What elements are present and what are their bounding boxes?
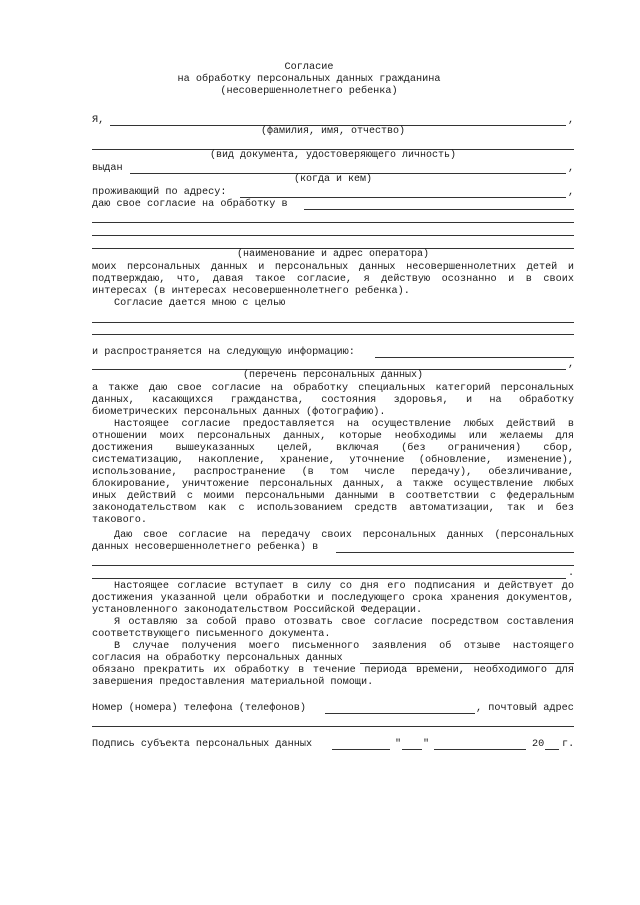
paragraph-2: а также даю свое согласие на обработку специальных категорий персональных данных, касающихся гражданства, состояния здоровья, и на обработку биометрических персональных данных (фотографию).: [92, 383, 574, 418]
postal-label: , почтовый адрес: [476, 703, 574, 714]
transfer-input-line-2[interactable]: [92, 565, 574, 566]
consent-label: даю свое согласие на обработку в: [92, 199, 288, 210]
name-comma: ,: [568, 115, 575, 126]
transfer-input-line-1[interactable]: [336, 552, 574, 553]
transfer-input-line-3[interactable]: [92, 578, 566, 579]
purpose-input-line-2[interactable]: [92, 334, 574, 335]
postal-input-line[interactable]: [92, 726, 574, 727]
address-label: проживающий по адресу:: [92, 187, 227, 198]
paragraph-7b: обязано прекратить их обработку в течение периода времени, необходимого для завершения предоставления материальной помощи.: [92, 665, 574, 688]
info-caption: (перечень персональных данных): [242, 370, 424, 381]
purpose-row: [92, 298, 574, 310]
paragraph-1: моих персональных данных и персональных данных несовершеннолетних детей и подтверждаю, что, давая такое согласие, я действую осознанно и в своих интересах (в интересах несовершеннолетнего ребенка).: [92, 262, 574, 297]
info-comma: ,: [568, 359, 575, 370]
signature-input-line[interactable]: [332, 749, 390, 750]
title-line-3: (несовершеннолетнего ребенка): [220, 86, 398, 97]
paragraph-4: Даю свое согласие на передачу своих персональных данных (персональных данных несовершеннолетнего ребенка) в: [92, 530, 574, 553]
address-comma: ,: [568, 187, 575, 198]
document-caption: (вид документа, удостоверяющего личность): [209, 150, 457, 161]
info-input-line-1[interactable]: [375, 357, 574, 358]
form-title: [92, 62, 526, 98]
quote-open: ": [395, 739, 402, 750]
operator-caption: (наименование и адрес оператора): [236, 249, 430, 260]
withdrawal-input-line[interactable]: [360, 663, 574, 664]
when-whom-caption: (когда и кем): [293, 174, 372, 185]
issued-comma: ,: [568, 163, 575, 174]
i-label: Я,: [92, 115, 105, 126]
day-input-line[interactable]: [402, 749, 422, 750]
purpose-input-line-1[interactable]: [92, 322, 574, 323]
title-line-1: Согласие: [284, 62, 334, 73]
title-line-2: на обработку персональных данных гражданина: [177, 74, 441, 85]
paragraph-3: Настоящее согласие предоставляется на осуществление любых действий в отношении моих персональных данных, которые необходимы или желаемы для достижения вышеуказанных целей, включая (без ограничения) сбор, систематизацию, накопление, хранение, уточнение (обновление, изменение), использование, распространение (в том числе передачу), обезличивание, блокирование, уничтожение персональных данных, а также осуществление любых иных действий с моими персональными данными в соответствии с федеральным законодательством как с использованием средств автоматизации, так и без такового.: [92, 419, 574, 526]
paragraph-5: Настоящее согласие вступает в силу со дня его подписания и действует до достижения указанной цели обработки и последующего срока хранения документов, установленного законодательством Российской Федерации.: [92, 581, 574, 616]
issued-label: выдан: [92, 163, 123, 174]
operator-input-line-3[interactable]: [92, 235, 574, 236]
sign-label: Подпись субъекта персональных данных: [92, 739, 313, 750]
operator-input-line-2[interactable]: [92, 222, 574, 223]
operator-input-line-1[interactable]: [304, 209, 574, 210]
phone-label: Номер (номера) телефона (телефонов): [92, 703, 306, 714]
purpose-label: Согласие дается мною с целью: [114, 298, 286, 309]
transfer-period: .: [568, 568, 575, 579]
year-prefix: 20: [532, 739, 545, 750]
address-input-line[interactable]: [240, 197, 566, 198]
info-label: и распространяется на следующую информацию:: [92, 347, 355, 358]
phone-input-line[interactable]: [325, 713, 475, 714]
year-input-line[interactable]: [545, 749, 559, 750]
fio-caption: (фамилия, имя, отчество): [260, 126, 406, 137]
paragraph-7a: В случае получения моего письменного заявления об отзыве настоящего согласия на обработку персональных данных: [92, 641, 574, 664]
paragraph-6: Я оставляю за собой право отозвать свое согласие посредством составления соответствующего письменного документа.: [92, 617, 574, 640]
quote-close: ": [423, 739, 430, 750]
year-suffix: г.: [562, 739, 575, 750]
month-input-line[interactable]: [434, 749, 526, 750]
